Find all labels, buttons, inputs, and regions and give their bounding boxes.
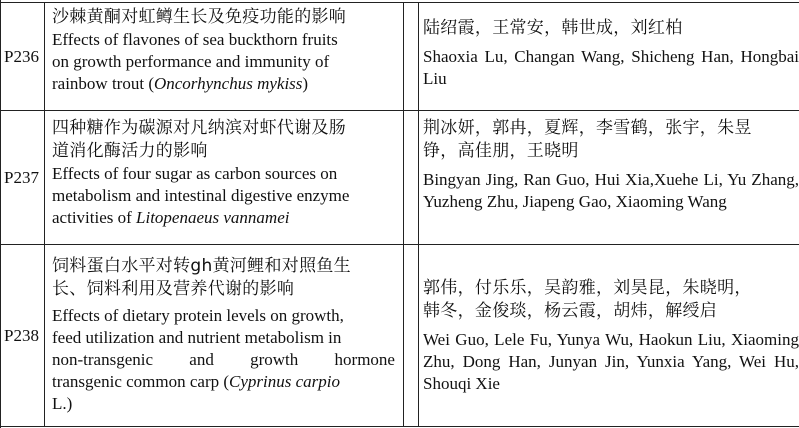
authors-chinese-line: 荆冰妍，郭冉，夏辉，李雪鹤，张宇，朱昱 <box>423 118 752 138</box>
authors-chinese-line: 铮，高佳朋，王晓明 <box>423 141 579 161</box>
row-id-cell <box>0 245 45 427</box>
title-english-line <box>52 371 403 393</box>
title-chinese-line: 道消化酶活力的影响 <box>52 141 208 161</box>
title-chinese <box>52 255 403 301</box>
title-chinese-line: 四种糖作为碳源对凡纳滨对虾代谢及肠 <box>52 118 347 138</box>
authors-english: Shaoxia Lu, Changan Wang, Shicheng Han, Hongbai Liu <box>423 47 799 88</box>
authors-chinese <box>423 277 799 323</box>
authors-english: Bingyan Jing, Ran Guo, Hui Xia,Xuehe Li, Yu Zhang, Yuzheng Zhu, Jiapeng Gao, Xiaoming Wang <box>423 170 799 211</box>
title-text: growth <box>250 350 299 369</box>
authors-chinese-line: 郭伟，付乐乐，吴韵雅，刘昊昆，朱晓明， <box>423 278 752 298</box>
title-english-line: feed utilization and nutrient metabolism in <box>52 328 342 347</box>
title-cell <box>46 3 404 111</box>
title-text: non-transgenic <box>52 350 154 369</box>
table-row <box>0 244 799 427</box>
authors-chinese-line: 韩冬，金俊琰，杨云霞，胡炜，解绶启 <box>423 301 718 321</box>
title-english <box>52 29 403 95</box>
title-text: transgenic common carp ( <box>52 372 230 391</box>
title-text: rainbow trout ( <box>52 74 154 93</box>
species-name: Litopenaeus vannamei <box>136 208 290 227</box>
title-english-line: Effects of flavones of sea buckthorn fruits <box>52 30 338 49</box>
table-row <box>0 2 799 111</box>
title-english-line: L.) <box>52 394 73 413</box>
title-text: activities of <box>52 208 137 227</box>
title-chinese-line: 长、饲料利用及营养代谢的影响 <box>52 279 295 299</box>
authors-cell <box>418 111 799 245</box>
title-english-line <box>52 349 403 371</box>
table-row <box>0 110 799 245</box>
title-english-line: Effects of four sugar as carbon sources on <box>52 164 338 183</box>
paper-id: P238 <box>4 326 39 345</box>
title-english <box>52 163 403 229</box>
title-cell <box>46 245 404 427</box>
species-name: Cyprinus carpio <box>229 372 340 391</box>
row-id-cell <box>0 111 45 245</box>
row-id-cell <box>0 3 45 111</box>
title-english-line: Effects of dietary protein levels on growth, <box>52 306 344 325</box>
species-name: Oncorhynchus mykiss <box>153 74 303 93</box>
title-chinese-line: 饲料蛋白水平对转gh黄河鲤和对照鱼生 <box>52 256 351 276</box>
table-bottom-border <box>0 426 799 427</box>
authors-english: Wei Guo, Lele Fu, Yunya Wu, Haokun Liu, Xiaoming Zhu, Dong Han, Junyan Jin, Yunxia Yang, Wei Hu, Shouqi Xie <box>423 330 799 393</box>
paper-id: P236 <box>4 47 39 66</box>
title-english <box>52 305 403 415</box>
authors-cell <box>418 3 799 111</box>
paper-id: P237 <box>4 168 39 187</box>
authors-chinese <box>423 117 799 163</box>
title-text: and <box>189 350 214 369</box>
authors-cell <box>418 245 799 427</box>
title-english-line <box>52 207 403 229</box>
title-cell <box>46 111 404 245</box>
title-chinese: 沙棘黄酮对虹鳟生长及免疫功能的影响 <box>52 7 347 27</box>
title-text: hormone <box>334 350 395 369</box>
title-english-line: metabolism and intestinal digestive enzyme <box>52 186 350 205</box>
title-english-line: on growth performance and immunity of <box>52 52 330 71</box>
title-text: ) <box>302 74 309 93</box>
authors-chinese: 陆绍霞，王常安，韩世成，刘红柏 <box>423 18 683 38</box>
title-english-line <box>52 73 403 95</box>
title-chinese <box>52 117 403 163</box>
